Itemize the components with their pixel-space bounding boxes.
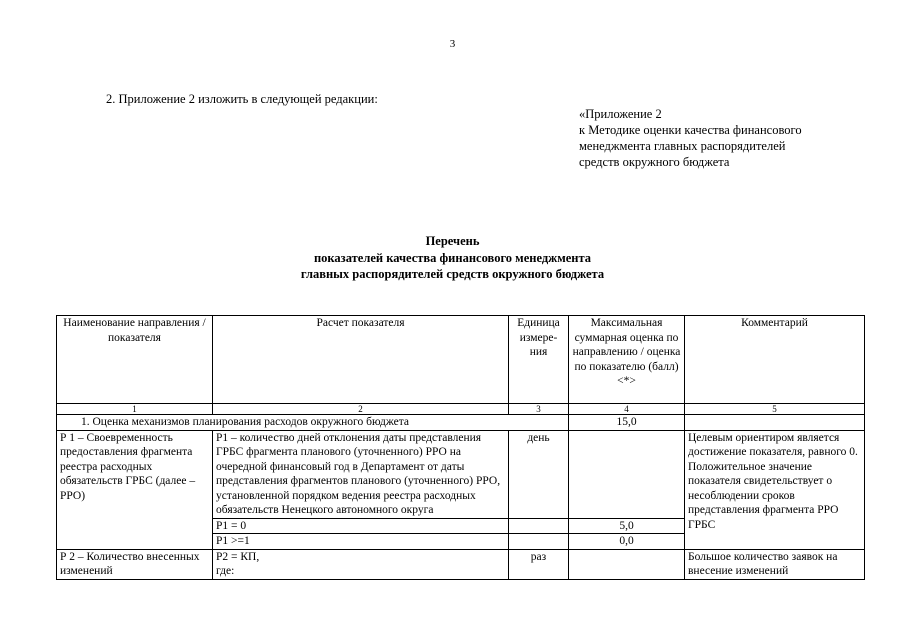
page-number: 3 [449,38,456,50]
section-score: 15,0 [569,415,685,431]
section-row [57,415,865,431]
column-number: 3 [509,404,569,415]
indicator-unit: день [509,430,569,518]
header-name: Наименование направления / показателя [57,316,213,404]
column-number: 2 [213,404,509,415]
header-unit: Единица измере-ния [509,316,569,404]
title-line: показателей качества финансового менеджмента [313,250,592,265]
header-max-score: Максимальная суммарная оценка по направлению / оценка по показателю (балл) <*> [569,316,685,404]
appendix-line: средств окружного бюджета [579,155,730,169]
appendix-line: «Приложение 2 [579,107,662,121]
header-row [57,316,865,404]
title-line: Перечень [425,234,480,248]
case-unit-cell [509,534,569,550]
case-condition: Р1 = 0 [213,518,509,534]
indicator-row-p1 [57,430,865,518]
indicator-unit: раз [509,549,569,579]
column-numbers-row [57,404,865,415]
calc-line: Р2 = КП, [216,550,260,563]
intro-text: 2. Приложение 2 изложить в следующей редакции: [106,92,378,106]
title-line: главных распорядителей средств окружного бюджета [300,267,605,281]
indicator-comment: Большое количество заявок на внесение изменений [685,549,865,579]
indicator-row-p2 [57,549,865,579]
section-comment-cell [685,415,865,431]
column-number: 5 [685,404,865,415]
calc-line: где: [216,565,235,577]
document-title [0,233,905,283]
section-label: 1. Оценка механизмов планирования расходов окружного бюджета [57,415,569,431]
indicators-table [56,315,865,580]
appendix-reference [579,106,802,170]
indicator-score-cell [569,430,685,518]
appendix-line: менеджмента главных распорядителей [579,139,786,153]
indicator-calc: Р1 – количество дней отклонения даты представления ГРБС фрагмента планового (уточненного) РРО на очередной финансовый год в Департамент от даты представления фрагментов планового (уточненного) РРО, установленной порядком ведения реестра расходных обязательств Ненецкого автономного округа [213,430,509,518]
header-comment: Комментарий [685,316,865,404]
case-unit-cell [509,518,569,534]
indicator-calc [213,549,509,579]
indicator-score-cell [569,549,685,579]
header-calc: Расчет показателя [213,316,509,404]
case-score: 0,0 [569,534,685,550]
indicator-name: Р 1 – Своевременность предоставления фрагмента реестра расходных обязательств ГРБС (далее – РРО) [57,430,213,549]
indicator-comment: Целевым ориентиром является достижение показателя, равного 0. Положительное значение показателя свидетельствует о несоблюдении сроков представления фрагмента РРО ГРБС [685,430,865,549]
case-score: 5,0 [569,518,685,534]
appendix-line: к Методике оценки качества финансового [579,123,802,137]
column-number: 4 [569,404,685,415]
indicator-name: Р 2 – Количество внесенных изменений [57,549,213,579]
column-number: 1 [57,404,213,415]
case-condition: Р1 >=1 [213,534,509,550]
